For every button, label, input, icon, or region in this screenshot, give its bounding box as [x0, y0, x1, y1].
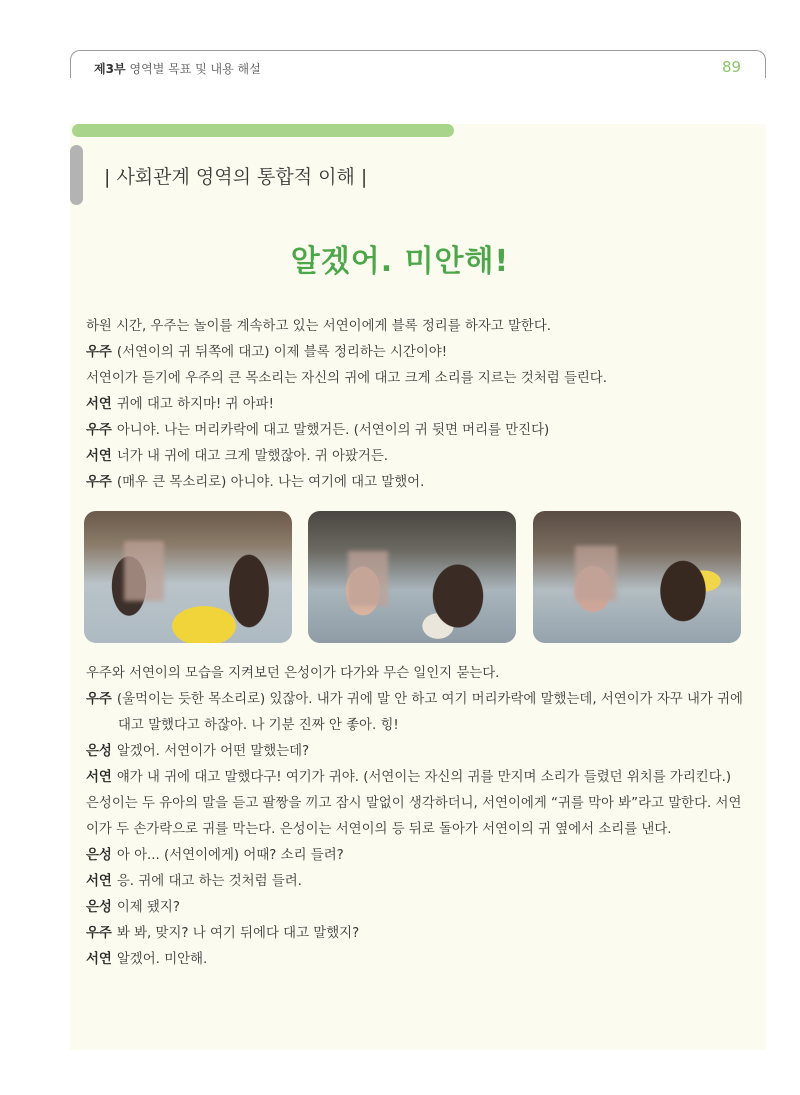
page-number: 89	[722, 58, 742, 76]
speaker-name: 서연	[86, 449, 112, 464]
dialogue-line: 우주 (매우 큰 목소리로) 아니야. 나는 여기에 대고 말했어.	[86, 475, 425, 490]
dialogue-line: 우주 (울먹이는 듯한 목소리로) 있잖아. 내가 귀에 말 안 하고 여기 머리카락에 말했는데, 서연이가 자꾸 내가 귀에 대고 말했다고 하잖아. 나 기분 진짜 안 좋아. 힝!	[86, 692, 743, 733]
narration-line: 서연이가 듣기에 우주의 큰 목소리는 자신의 귀에 대고 크게 소리를 지르는 것처럼 들린다.	[86, 371, 608, 386]
speaker-name: 서연	[86, 874, 112, 889]
narration-line: 은성이는 두 유아의 말을 듣고 팔짱을 끼고 잠시 말없이 생각하더니, 서연이에게 “귀를 막아 봐”라고 말한다. 서연이가 두 손가락으로 귀를 막는다. 은성이는 서연이의 등 뒤로 돌아가 서연이의 귀 옆에서 소리를 낸다.	[86, 796, 742, 837]
photo-children-1	[84, 511, 292, 643]
dialogue-line: 은성 알겠어. 서연이가 어떤 말했는데?	[86, 744, 310, 759]
speaker-name: 우주	[86, 692, 112, 707]
dialogue-line: 서연 알겠어. 미안해.	[86, 952, 208, 967]
speaker-name: 우주	[86, 345, 112, 360]
speaker-name: 은성	[86, 744, 112, 759]
chapter-label: 영역별 목표 및 내용 해설	[129, 62, 261, 76]
dialogue-line: 서연 귀에 대고 하지마! 귀 아파!	[86, 397, 274, 412]
part-label: 제3부	[94, 62, 126, 76]
speaker-name: 우주	[86, 926, 112, 941]
speaker-name: 우주	[86, 423, 112, 438]
accent-bar-horizontal	[72, 124, 454, 137]
story-title: 알겠어. 미안해!	[290, 244, 510, 279]
photo-children-3	[533, 511, 741, 643]
section-label: | 사회관계 영역의 통합적 이해 |	[104, 166, 368, 188]
narration-line: 하원 시간, 우주는 놀이를 계속하고 있는 서연이에게 블록 정리를 하자고 말한다.	[86, 319, 552, 334]
photo-children-2	[308, 511, 516, 643]
dialogue-line: 서연 너가 내 귀에 대고 크게 말했잖아. 귀 아팠거든.	[86, 449, 389, 464]
speaker-name: 서연	[86, 397, 112, 412]
speaker-name: 서연	[86, 770, 112, 785]
photo-row	[84, 511, 742, 643]
speaker-name: 은성	[86, 848, 112, 863]
dialogue-line: 은성 아 아... (서연이에게) 어때? 소리 들려?	[86, 848, 344, 863]
speaker-name: 은성	[86, 900, 112, 915]
dialogue-line: 우주 아니야. 나는 머리카락에 대고 말했거든. (서연이의 귀 뒷면 머리를 만진다)	[86, 423, 550, 438]
dialogue-line: 은성 이제 됐지?	[86, 900, 180, 915]
dialogue-line: 우주 봐 봐, 맞지? 나 여기 뒤에다 대고 말했지?	[86, 926, 360, 941]
narration-line: 우주와 서연이의 모습을 지켜보던 은성이가 다가와 무슨 일인지 묻는다.	[86, 666, 500, 681]
dialogue-part-1	[86, 314, 754, 496]
accent-bar-vertical	[70, 145, 83, 205]
dialogue-part-2	[86, 661, 754, 973]
dialogue-line: 서연 응. 귀에 대고 하는 것처럼 들려.	[86, 874, 302, 889]
speaker-name: 서연	[86, 952, 112, 967]
dialogue-line: 우주 (서연이의 귀 뒤쪽에 대고) 이제 블록 정리하는 시간이야!	[86, 345, 448, 360]
running-header	[94, 60, 261, 77]
speaker-name: 우주	[86, 475, 112, 490]
dialogue-line: 서연 얘가 내 귀에 대고 말했다구! 여기가 귀야. (서연이는 자신의 귀를 만지며 소리가 들렸던 위치를 가리킨다.)	[86, 770, 732, 785]
